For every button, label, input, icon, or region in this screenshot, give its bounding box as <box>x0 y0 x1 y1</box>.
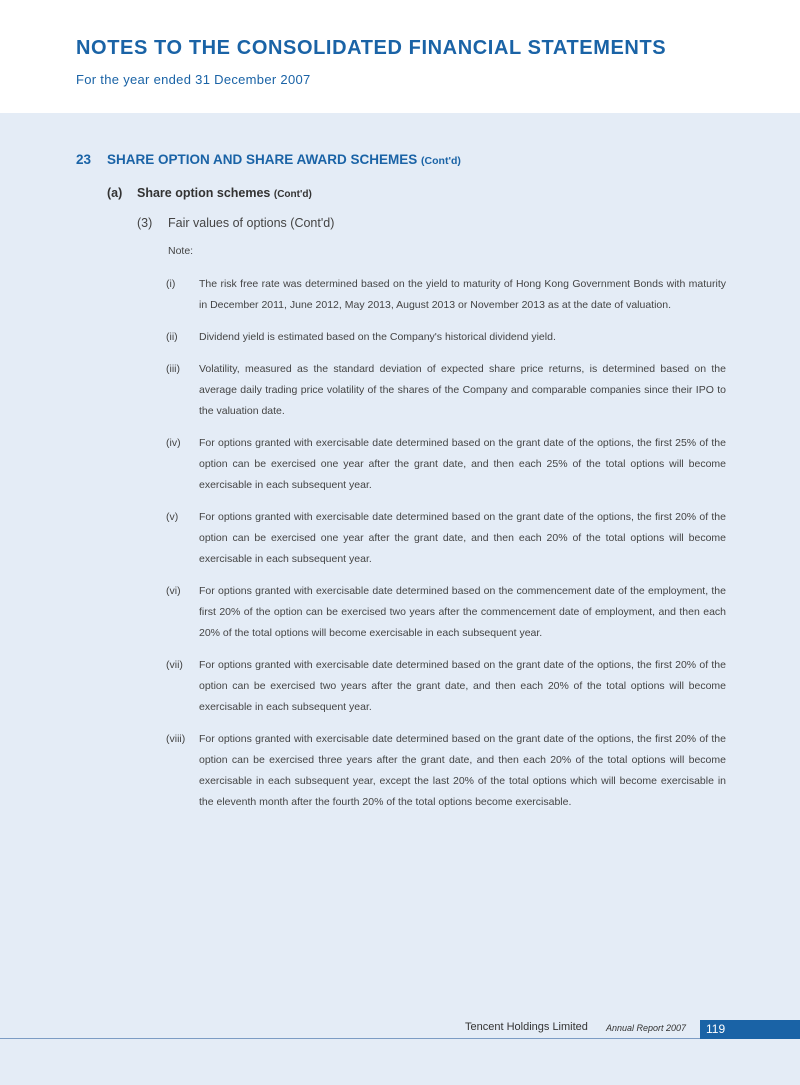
note-item <box>166 359 726 422</box>
footer-rule <box>0 1038 700 1039</box>
note-number: (ii) <box>166 331 178 343</box>
page-number: 119 <box>706 1022 726 1036</box>
note-text: For options granted with exercisable date determined based on the grant date of the options, the first 20% of the option can be exercised one year after the grant date, and then each 20% of the total options will become exercisable in each subsequent year. <box>199 511 726 565</box>
subsection-heading <box>137 186 312 200</box>
footer-company: Tencent Holdings Limited <box>465 1021 588 1033</box>
note-text: For options granted with exercisable date determined based on the grant date of the options, the first 20% of the option can be exercised three years after the grant date, and then each 20% of the total options will become exercisable in each subsequent year, except the last 20% of the total options which will become exercisable in the eleventh month after the fourth 20% of the total options become exercisable. <box>199 733 726 808</box>
note-text: For options granted with exercisable date determined based on the grant date of the options, the first 25% of the option can be exercised one year after the grant date, and then each 25% of the total options will become exercisable in each subsequent year. <box>199 437 726 491</box>
note-number: (i) <box>166 278 176 290</box>
section-number: 23 <box>76 152 92 167</box>
note-number: (v) <box>166 511 179 523</box>
note-text: Dividend yield is estimated based on the Company's historical dividend yield. <box>199 331 556 343</box>
note-item <box>166 274 726 316</box>
item-number: (3) <box>137 216 153 230</box>
note-item <box>166 433 726 496</box>
note-text: Volatility, measured as the standard deviation of expected share price returns, is determined based on the average daily trading price volatility of the shares of the Company and comparable companies since their IPO to the valuation date. <box>199 363 726 417</box>
page-subtitle: For the year ended 31 December 2007 <box>76 72 311 87</box>
notes-list <box>166 274 726 824</box>
note-item <box>166 655 726 718</box>
note-item <box>166 729 726 813</box>
note-text: The risk free rate was determined based on the yield to maturity of Hong Kong Government Bonds with maturity in December 2011, June 2012, May 2013, August 2013 or November 2013 as at the date of valuation. <box>199 278 726 311</box>
section-title: SHARE OPTION AND SHARE AWARD SCHEMES <box>107 152 418 167</box>
footer-report: Annual Report 2007 <box>606 1023 687 1033</box>
note-item <box>166 507 726 570</box>
note-text: For options granted with exercisable date determined based on the commencement date of the employment, the first 20% of the option can be exercised two years after the commencement date of employment, and then each 20% of the total options will become exercisable in each subsequent year. <box>199 585 726 639</box>
note-text: For options granted with exercisable date determined based on the grant date of the options, the first 20% of the option can be exercised two years after the grant date, and then each 20% of the total options will become exercisable in each subsequent year. <box>199 659 726 713</box>
note-label: Note: <box>168 245 194 257</box>
note-number: (vii) <box>166 659 183 671</box>
note-item <box>166 581 726 644</box>
subsection-cont: (Cont'd) <box>273 189 312 200</box>
note-item <box>166 327 726 348</box>
item-title: Fair values of options (Cont'd) <box>168 216 335 230</box>
page-header <box>0 0 800 113</box>
section-cont: (Cont'd) <box>421 155 461 167</box>
page-number-box <box>700 1020 800 1039</box>
section-heading <box>107 152 461 167</box>
note-number: (iv) <box>166 437 181 449</box>
note-number: (vi) <box>166 585 181 597</box>
page-title: NOTES TO THE CONSOLIDATED FINANCIAL STATEMENTS <box>76 37 667 59</box>
subsection-number: (a) <box>107 186 123 200</box>
subsection-title: Share option schemes <box>137 186 271 200</box>
note-number: (iii) <box>166 363 180 375</box>
note-number: (viii) <box>166 733 186 745</box>
